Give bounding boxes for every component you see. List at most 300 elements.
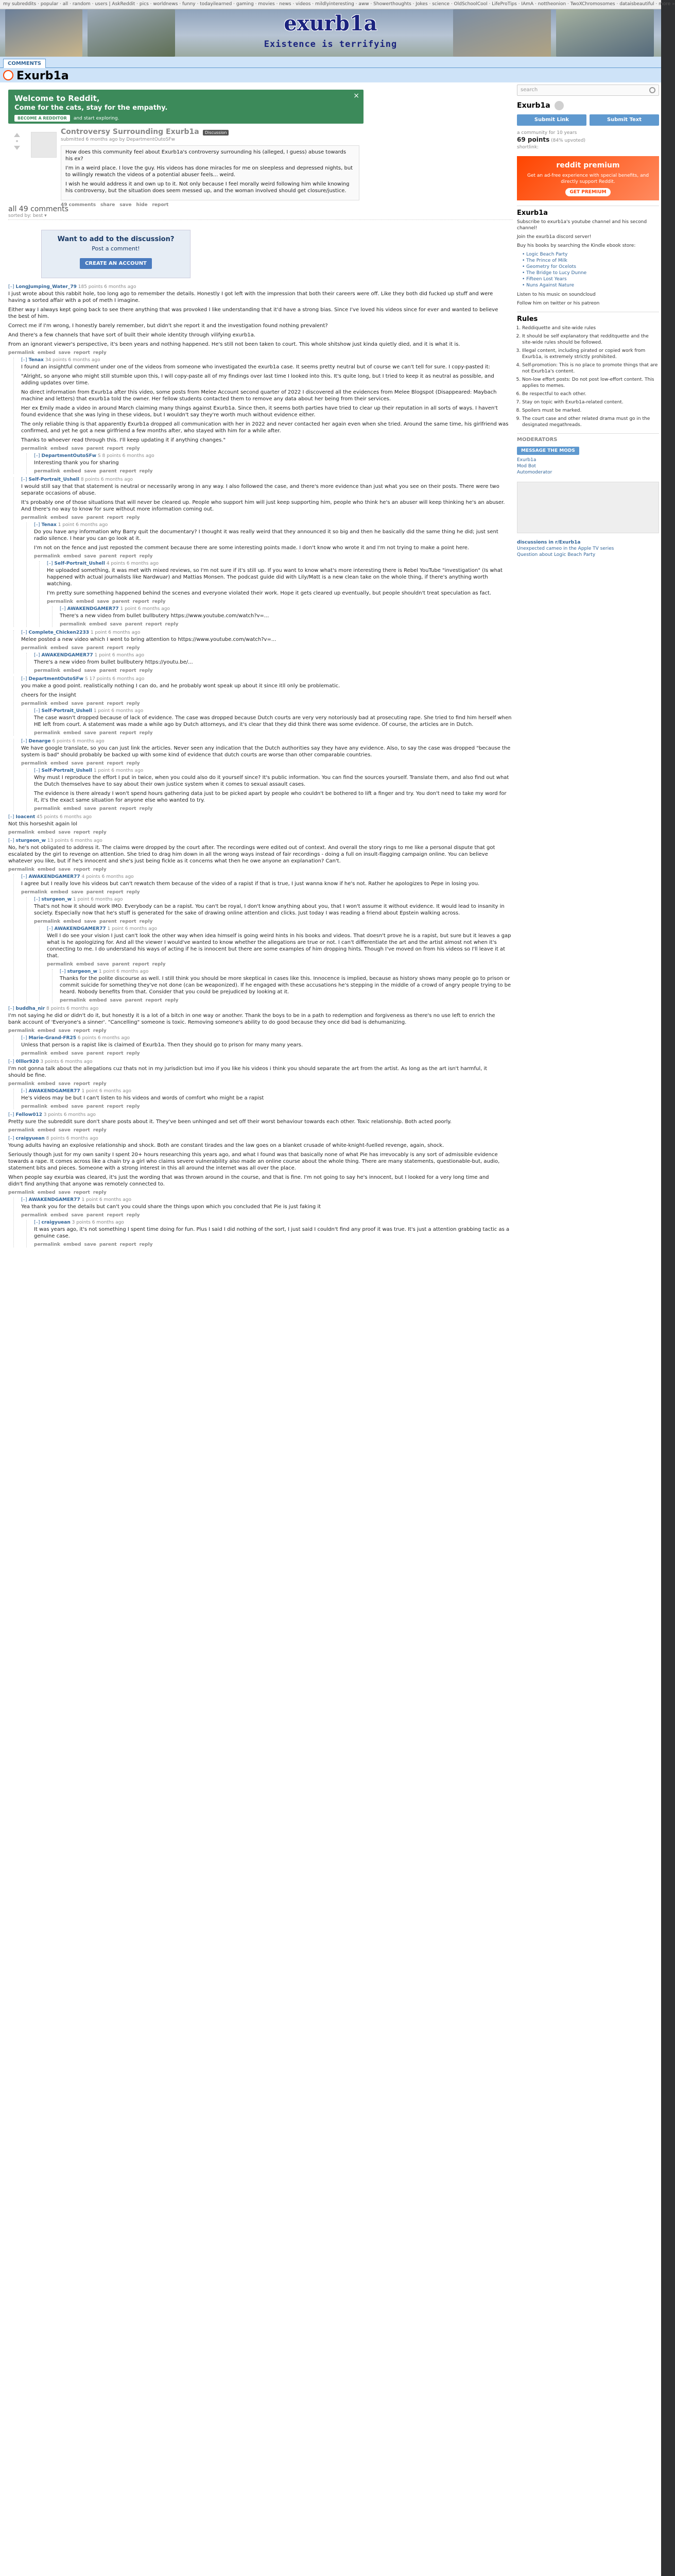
collapse-toggle[interactable]: [–] bbox=[21, 1089, 27, 1094]
comment-embed-link[interactable]: embed bbox=[63, 554, 81, 559]
collapse-toggle[interactable]: [–] bbox=[8, 284, 14, 290]
comment-parent-link[interactable]: parent bbox=[112, 962, 130, 967]
comment-permalink-link[interactable]: permalink bbox=[21, 701, 47, 706]
comment-permalink-link[interactable]: permalink bbox=[8, 830, 34, 835]
comment-author[interactable]: 0lllor920 bbox=[15, 1059, 39, 1064]
collapse-toggle[interactable]: [–] bbox=[34, 1220, 40, 1225]
comment-save-link[interactable]: save bbox=[58, 350, 71, 355]
comment-embed-link[interactable]: embed bbox=[50, 1213, 68, 1218]
subreddit-banner bbox=[0, 9, 661, 57]
comment-report-link[interactable]: report bbox=[107, 646, 124, 651]
post-thumbnail[interactable] bbox=[31, 132, 57, 158]
comment-embed-link[interactable]: embed bbox=[38, 350, 56, 355]
collapse-toggle[interactable]: [–] bbox=[34, 522, 40, 528]
comment-author[interactable]: DepartmentOutoSFw bbox=[41, 453, 97, 459]
collapse-toggle[interactable]: [–] bbox=[8, 1059, 14, 1064]
comment-report-link[interactable]: report bbox=[119, 806, 136, 811]
comment-embed-link[interactable]: embed bbox=[63, 1242, 81, 1247]
comment-embed-link[interactable]: embed bbox=[50, 1104, 68, 1109]
comment-embed-link[interactable]: embed bbox=[76, 962, 94, 967]
comment-report-link[interactable]: report bbox=[132, 962, 149, 967]
sidebar-subreddit-title[interactable]: Exurb1a bbox=[517, 101, 550, 110]
comment-report-link[interactable]: report bbox=[73, 1081, 90, 1087]
comment-permalink-link[interactable]: permalink bbox=[34, 469, 60, 474]
comment-reply-link[interactable]: reply bbox=[152, 599, 166, 604]
comment-permalink-link[interactable]: permalink bbox=[21, 1104, 47, 1109]
comment-reply-link[interactable]: reply bbox=[165, 998, 179, 1003]
comment-embed-link[interactable]: embed bbox=[38, 1028, 56, 1033]
comment-save-link[interactable]: save bbox=[71, 1051, 83, 1056]
comment-permalink-link[interactable]: permalink bbox=[8, 1190, 34, 1195]
collapse-toggle[interactable]: [–] bbox=[60, 606, 66, 612]
comment-embed-link[interactable]: embed bbox=[76, 599, 94, 604]
comment-permalink-link[interactable]: permalink bbox=[21, 1213, 47, 1218]
comment-body bbox=[8, 821, 503, 827]
comment-parent-link[interactable]: parent bbox=[99, 806, 117, 811]
comment-report-link[interactable]: report bbox=[107, 701, 124, 706]
collapse-toggle[interactable]: [–] bbox=[34, 768, 40, 773]
collapse-toggle[interactable]: [–] bbox=[21, 1197, 27, 1202]
comment-embed-link[interactable]: embed bbox=[63, 806, 81, 811]
comment-header bbox=[60, 606, 513, 612]
comment-paragraph: you make a good point. realistically nothing I can do, and he probably wont speak up about it since itll only be problematic. bbox=[21, 683, 340, 689]
comment-reply-link[interactable]: reply bbox=[139, 919, 153, 924]
comment-reply-link[interactable]: reply bbox=[139, 469, 153, 474]
comment-parent-link[interactable]: parent bbox=[99, 469, 117, 474]
comment-author[interactable]: buddha_nir bbox=[15, 1006, 45, 1011]
comment-author[interactable]: LongJumping_Water_79 bbox=[15, 284, 77, 290]
moderator-link[interactable]: Automoderator bbox=[517, 470, 552, 475]
comment-save-link[interactable]: save bbox=[84, 668, 96, 673]
comment-embed-link[interactable]: embed bbox=[63, 919, 81, 924]
book-link[interactable]: • Nuns Against Nature bbox=[522, 283, 575, 288]
sidebar-listen-text[interactable]: Listen to his music on soundcloud bbox=[517, 292, 596, 297]
comment-meta: 13 points 6 months ago bbox=[46, 838, 102, 843]
comment-meta: 1 point 6 months ago bbox=[92, 708, 144, 714]
comment-permalink-link[interactable]: permalink bbox=[34, 919, 60, 924]
comment-embed-link[interactable]: embed bbox=[50, 890, 68, 895]
comment-embed-link[interactable]: embed bbox=[50, 701, 68, 706]
collapse-toggle[interactable]: [–] bbox=[21, 739, 27, 744]
comment-save-link[interactable]: save bbox=[84, 919, 96, 924]
collapse-toggle[interactable]: [–] bbox=[34, 453, 40, 459]
sidebar-about-text[interactable]: Subscribe to exurb1a's youtube channel and his second channel! bbox=[517, 219, 647, 231]
comment-permalink-link[interactable]: permalink bbox=[21, 890, 47, 895]
comment-reply-link[interactable]: reply bbox=[126, 1104, 140, 1109]
comment-author[interactable]: Fellow012 bbox=[15, 1112, 42, 1117]
collapse-toggle[interactable]: [–] bbox=[21, 676, 27, 682]
comment-report-link[interactable]: report bbox=[73, 1028, 90, 1033]
comment-save-link[interactable]: save bbox=[71, 1213, 83, 1218]
comment-reply-link[interactable]: reply bbox=[139, 554, 153, 559]
comment-embed-link[interactable]: embed bbox=[38, 1128, 56, 1133]
comment-author[interactable]: AWAKENDGAMER77 bbox=[28, 874, 80, 879]
comment-reply-link[interactable]: reply bbox=[165, 622, 179, 627]
collapse-toggle[interactable]: [–] bbox=[21, 477, 27, 482]
comment-report-link[interactable]: report bbox=[145, 998, 162, 1003]
comment-save-link[interactable]: save bbox=[71, 890, 83, 895]
comment-replies bbox=[13, 1036, 513, 1056]
comment bbox=[13, 739, 513, 811]
comment-report-link[interactable]: report bbox=[73, 1190, 90, 1195]
comment-permalink-link[interactable]: permalink bbox=[8, 1028, 34, 1033]
comment-report-link[interactable]: report bbox=[119, 668, 136, 673]
main-column bbox=[0, 82, 515, 2576]
comment-reply-link[interactable]: reply bbox=[93, 350, 107, 355]
post-comments-link[interactable]: 49 comments bbox=[61, 202, 96, 208]
comment-buttons bbox=[21, 446, 513, 451]
sidebar-discussions bbox=[517, 539, 659, 558]
post-tagline: submitted 6 months ago by DepartmentOutoSFw bbox=[61, 137, 175, 142]
submit-link-button[interactable]: Submit Link bbox=[517, 114, 586, 126]
top-navigation-bar[interactable] bbox=[0, 0, 675, 9]
submit-text-button[interactable]: Submit Text bbox=[590, 114, 659, 126]
comment-save-link[interactable]: save bbox=[58, 1190, 71, 1195]
book-link[interactable]: • Fifteen Lost Years bbox=[522, 277, 567, 282]
comment-author[interactable]: AWAKENDGAMER77 bbox=[67, 606, 119, 612]
comment-report-link[interactable]: report bbox=[119, 731, 136, 736]
collapse-toggle[interactable]: [–] bbox=[21, 1036, 27, 1041]
comment-author[interactable]: Self-Portrait_Ushell bbox=[41, 768, 92, 773]
comment-author[interactable]: Self-Portrait_Ushell bbox=[28, 477, 79, 482]
comment-report-link[interactable]: report bbox=[107, 1051, 124, 1056]
collapse-toggle[interactable]: [–] bbox=[8, 1136, 14, 1141]
comment-author[interactable]: Denarge bbox=[28, 739, 51, 744]
comment-embed-link[interactable]: embed bbox=[38, 867, 56, 872]
comment-permalink-link[interactable]: permalink bbox=[8, 350, 34, 355]
comment-author[interactable]: AWAKENDGAMER77 bbox=[41, 653, 93, 658]
collapse-toggle[interactable]: [–] bbox=[34, 708, 40, 714]
comment-report-link[interactable]: report bbox=[119, 554, 136, 559]
post-share-link[interactable]: share bbox=[100, 202, 115, 208]
comment-author[interactable]: craigyuean bbox=[41, 1220, 71, 1225]
comment-permalink-link[interactable]: permalink bbox=[60, 622, 86, 627]
comment-save-link[interactable]: save bbox=[58, 867, 71, 872]
comment-embed-link[interactable]: embed bbox=[38, 1190, 56, 1195]
comment-save-link[interactable]: save bbox=[84, 731, 96, 736]
comment-permalink-link[interactable]: permalink bbox=[47, 599, 73, 604]
comment-embed-link[interactable]: embed bbox=[38, 1081, 56, 1087]
moderators-title: MODERATORS bbox=[517, 437, 558, 443]
comment-parent-link[interactable]: parent bbox=[99, 919, 117, 924]
become-redditor-button[interactable]: BECOME A REDDITOR bbox=[14, 115, 70, 122]
comment-parent-link[interactable]: parent bbox=[86, 646, 104, 651]
comment-permalink-link[interactable]: permalink bbox=[8, 1128, 34, 1133]
subreddit-title[interactable]: Exurb1a bbox=[16, 70, 69, 82]
collapse-toggle[interactable]: [–] bbox=[47, 561, 53, 566]
comment-save-link[interactable]: save bbox=[71, 515, 83, 520]
comment-sort-dropdown[interactable]: sorted by: best ▾ bbox=[8, 213, 47, 218]
comment bbox=[26, 453, 513, 474]
comment-body bbox=[34, 774, 513, 804]
collapse-toggle[interactable]: [–] bbox=[34, 653, 40, 658]
comment-author[interactable]: Marie-Grand-FR25 bbox=[28, 1036, 77, 1041]
comment-buttons bbox=[21, 761, 513, 766]
comment-reply-link[interactable]: reply bbox=[126, 646, 140, 651]
comment-save-link[interactable]: save bbox=[97, 599, 109, 604]
search-input[interactable] bbox=[517, 84, 659, 96]
comment-author[interactable]: sturgeon_w bbox=[15, 838, 46, 843]
comment-parent-link[interactable]: parent bbox=[125, 622, 143, 627]
collapse-toggle[interactable]: [–] bbox=[21, 874, 27, 879]
comment-reply-link[interactable]: reply bbox=[126, 1213, 140, 1218]
comment-embed-link[interactable]: embed bbox=[89, 998, 107, 1003]
comment-save-link[interactable]: save bbox=[58, 1028, 71, 1033]
book-link[interactable]: • Logic Beach Party bbox=[522, 252, 568, 257]
comment-save-link[interactable]: save bbox=[84, 554, 96, 559]
comment-parent-link[interactable]: parent bbox=[125, 998, 143, 1003]
comment-embed-link[interactable]: embed bbox=[50, 1051, 68, 1056]
comment-reply-link[interactable]: reply bbox=[93, 867, 107, 872]
get-premium-button[interactable]: GET PREMIUM bbox=[565, 188, 610, 196]
comment-author[interactable]: AWAKENDGAMER77 bbox=[28, 1089, 80, 1094]
sidebar-moderators bbox=[517, 433, 659, 476]
comment-reply-link[interactable]: reply bbox=[126, 890, 140, 895]
comment-parent-link[interactable]: parent bbox=[99, 1242, 117, 1247]
sidebar-discord-text[interactable]: Join the exurb1a discord server! bbox=[517, 234, 592, 240]
comment-reply-link[interactable]: reply bbox=[139, 731, 153, 736]
comment-save-link[interactable]: save bbox=[58, 1081, 71, 1087]
comment-header bbox=[21, 1089, 513, 1094]
comment-author[interactable]: sturgeon_w bbox=[41, 897, 72, 902]
book-link[interactable]: • The Bridge to Lucy Dunne bbox=[522, 270, 587, 276]
comment-body bbox=[34, 1226, 513, 1240]
comment-embed-link[interactable]: embed bbox=[63, 731, 81, 736]
comment-author[interactable]: Self-Portrait_Ushell bbox=[41, 708, 92, 714]
comment-save-link[interactable]: save bbox=[84, 1242, 96, 1247]
comment-save-link[interactable]: save bbox=[71, 646, 83, 651]
comment-report-link[interactable]: report bbox=[73, 867, 90, 872]
collapse-toggle[interactable]: [–] bbox=[8, 838, 14, 843]
comment-permalink-link[interactable]: permalink bbox=[21, 1051, 47, 1056]
comment-permalink-link[interactable]: permalink bbox=[34, 554, 60, 559]
comment-save-link[interactable]: save bbox=[58, 1128, 71, 1133]
post-report-link[interactable]: report bbox=[152, 202, 169, 208]
comment-meta: 34 points 6 months ago bbox=[43, 358, 100, 363]
search-icon[interactable] bbox=[649, 87, 655, 93]
comment-author[interactable]: DepartmentOutoSFw bbox=[28, 676, 84, 682]
comment-parent-link[interactable]: parent bbox=[112, 599, 130, 604]
comment-report-link[interactable]: report bbox=[132, 599, 149, 604]
comment-reply-link[interactable]: reply bbox=[126, 446, 140, 451]
sidebar-ad[interactable] bbox=[517, 482, 659, 533]
comment-embed-link[interactable]: embed bbox=[63, 469, 81, 474]
comment-parent-link[interactable]: parent bbox=[99, 668, 117, 673]
comment-paragraph: The case wasn't dropped because of lack of evidence. The case was dropped because Dutch courts are very very notoriously bad at prosecuting rape. She tried to find him herself when HE left from court. A statement was made a while ago by Dutch attorneys, and it's clear that they did think there was some evidence. Of course, the articles are in Dutch. bbox=[34, 715, 512, 727]
book-link[interactable]: • Geometry for Ocelots bbox=[522, 264, 576, 269]
comment-parent-link[interactable]: parent bbox=[86, 890, 104, 895]
comment-reply-link[interactable]: reply bbox=[152, 962, 166, 967]
top-navigation-text[interactable]: my subreddits · popular · all · random · users | AskReddit · pics · worldnews · funny · todayilearned · gaming · movies · news · videos · mildlyinteresting · aww · Showerthoughts · Jokes · science · OldSchoolCool · LifeProTips · IAmA · nottheonion · TwoXChromosomes · dataisbeautiful · more » bbox=[3, 2, 675, 7]
comment-report-link[interactable]: report bbox=[107, 761, 124, 766]
comment-embed-link[interactable]: embed bbox=[50, 446, 68, 451]
comment-report-link[interactable]: report bbox=[73, 350, 90, 355]
comment-save-link[interactable]: save bbox=[84, 469, 96, 474]
comment-reply-link[interactable]: reply bbox=[93, 1128, 107, 1133]
comment bbox=[26, 653, 513, 673]
comment-report-link[interactable]: report bbox=[107, 1104, 124, 1109]
comment-report-link[interactable]: report bbox=[119, 469, 136, 474]
comment-embed-link[interactable]: embed bbox=[50, 515, 68, 520]
collapse-toggle[interactable]: [–] bbox=[8, 1112, 14, 1117]
comment-buttons bbox=[34, 668, 513, 673]
comment-author[interactable]: AWAKENDGAMER77 bbox=[28, 1197, 80, 1202]
comment-embed-link[interactable]: embed bbox=[38, 830, 56, 835]
comment-meta: 3 points 6 months ago bbox=[42, 1112, 96, 1117]
comment-embed-link[interactable]: embed bbox=[50, 761, 68, 766]
comment-parent-link[interactable]: parent bbox=[86, 701, 104, 706]
comment-save-link[interactable]: save bbox=[110, 622, 122, 627]
comment-header bbox=[8, 1136, 513, 1141]
sidebar-subreddit-name[interactable] bbox=[517, 101, 659, 110]
sidebar-books-title: Buy his books by searching the Kindle ebook store: bbox=[517, 243, 636, 248]
comment-replies bbox=[26, 453, 513, 474]
comment-embed-link[interactable]: embed bbox=[63, 668, 81, 673]
comment-permalink-link[interactable]: permalink bbox=[8, 867, 34, 872]
comment-author[interactable]: Tenax bbox=[41, 522, 57, 528]
close-icon[interactable]: × bbox=[353, 92, 359, 100]
comment-parent-link[interactable]: parent bbox=[99, 731, 117, 736]
rule-item: 4. Self-promotion: This is no place to promote things that are not Exurb1a's content. bbox=[522, 362, 659, 375]
comment-parent-link[interactable]: parent bbox=[86, 446, 104, 451]
comment-save-link[interactable]: save bbox=[71, 761, 83, 766]
collapse-toggle[interactable]: [–] bbox=[60, 969, 66, 974]
comment-parent-link[interactable]: parent bbox=[86, 1104, 104, 1109]
comment-parent-link[interactable]: parent bbox=[86, 1213, 104, 1218]
comment-save-link[interactable]: save bbox=[110, 998, 122, 1003]
comment-report-link[interactable]: report bbox=[107, 446, 124, 451]
comment-meta: 1 point 6 months ago bbox=[93, 653, 144, 658]
discussion-link[interactable]: Question about Logic Beach Party bbox=[517, 552, 596, 557]
comment-save-link[interactable]: save bbox=[84, 806, 96, 811]
comment-header bbox=[21, 1036, 513, 1041]
comment-embed-link[interactable]: embed bbox=[89, 622, 107, 627]
comment-parent-link[interactable]: parent bbox=[86, 515, 104, 520]
comment-report-link[interactable]: report bbox=[107, 1213, 124, 1218]
comment-permalink-link[interactable]: permalink bbox=[34, 731, 60, 736]
comment-author[interactable]: Ioacent bbox=[15, 815, 36, 820]
comment-author[interactable]: Self-Portrait_Ushell bbox=[54, 561, 105, 566]
comment-header bbox=[34, 897, 513, 902]
comment-body bbox=[8, 844, 503, 865]
comment-reply-link[interactable]: reply bbox=[139, 1242, 153, 1247]
rule-item: 8. Spoilers must be marked. bbox=[522, 408, 659, 414]
comment-reply-link[interactable]: reply bbox=[126, 701, 140, 706]
comment-report-link[interactable]: report bbox=[107, 515, 124, 520]
comment-report-link[interactable]: report bbox=[145, 622, 162, 627]
comment-buttons bbox=[21, 701, 513, 706]
message-mods-button[interactable]: MESSAGE THE MODS bbox=[517, 447, 579, 455]
comment-permalink-link[interactable]: permalink bbox=[21, 515, 47, 520]
sidebar-rules bbox=[517, 312, 659, 428]
collapse-toggle[interactable]: [–] bbox=[8, 815, 14, 820]
comment-parent-link[interactable]: parent bbox=[86, 1051, 104, 1056]
comment-permalink-link[interactable]: permalink bbox=[34, 1242, 60, 1247]
comment-parent-link[interactable]: parent bbox=[99, 554, 117, 559]
comment-permalink-link[interactable]: permalink bbox=[47, 962, 73, 967]
moderator-link[interactable]: Exurb1a bbox=[517, 457, 536, 463]
collapse-toggle[interactable]: [–] bbox=[47, 926, 53, 931]
post-save-link[interactable]: save bbox=[119, 202, 132, 208]
comment-parent-link[interactable]: parent bbox=[86, 761, 104, 766]
comment-report-link[interactable]: report bbox=[73, 830, 90, 835]
comment-paragraph: The only reliable thing is that apparently Exurb1a dropped all communication with her in 2022 and never contacted her again even when she tried. Around the same time, his girlfriend was confirmed, and yet he got a new girlfriend a few months after, who stayed with him for a while after. bbox=[21, 421, 509, 434]
create-account-button[interactable]: CREATE AN ACCOUNT bbox=[80, 258, 152, 269]
collapse-toggle[interactable]: [–] bbox=[34, 897, 40, 902]
welcome-button-suffix: and start exploring. bbox=[73, 116, 119, 121]
comment-report-link[interactable]: report bbox=[107, 890, 124, 895]
comment-save-link[interactable]: save bbox=[97, 962, 109, 967]
comment-reply-link[interactable]: reply bbox=[139, 806, 153, 811]
discussion-link[interactable]: Unexpected cameo in the Apple TV series bbox=[517, 546, 614, 551]
comment-permalink-link[interactable]: permalink bbox=[60, 998, 86, 1003]
comment-reply-link[interactable]: reply bbox=[126, 515, 140, 520]
sidebar-follow-text[interactable]: Follow him on twitter or his patreon bbox=[517, 301, 600, 306]
comment-reply-link[interactable]: reply bbox=[126, 761, 140, 766]
comment-meta: 1 point 6 months ago bbox=[80, 1197, 131, 1202]
cta-title: Want to add to the discussion? bbox=[57, 235, 175, 243]
comment-meta: 1 point 6 months ago bbox=[97, 969, 149, 974]
comment-paragraph: No direct information from Exurb1a after this video, some posts from Melee Account second quarter of 2022 I discovered all the evidences from Melee Blogspot (Disappeared: Maybach machine and letters) that exurb1a told the owner. Her fellow students contacted them to remove any data about her being from their services. bbox=[21, 389, 497, 402]
comment-author[interactable]: AWAKENDGAMER77 bbox=[54, 926, 106, 931]
comment-author[interactable]: Complete_Chicken2233 bbox=[28, 630, 89, 635]
comment-reply-link[interactable]: reply bbox=[139, 668, 153, 673]
downvote-arrow-icon[interactable] bbox=[14, 146, 20, 150]
collapse-toggle[interactable]: [–] bbox=[21, 630, 27, 635]
comment-permalink-link[interactable]: permalink bbox=[34, 806, 60, 811]
comment-permalink-link[interactable]: permalink bbox=[34, 668, 60, 673]
comment-reply-link[interactable]: reply bbox=[93, 1190, 107, 1195]
comment bbox=[13, 630, 513, 673]
collapse-toggle[interactable]: [–] bbox=[8, 1006, 14, 1011]
comment-report-link[interactable]: report bbox=[73, 1128, 90, 1133]
comment-save-link[interactable]: save bbox=[71, 1104, 83, 1109]
comment-reply-link[interactable]: reply bbox=[93, 1028, 107, 1033]
comment bbox=[26, 522, 513, 627]
comment-permalink-link[interactable]: permalink bbox=[21, 646, 47, 651]
comment-author[interactable]: Tenax bbox=[28, 358, 44, 363]
moderator-link[interactable]: Mod Bot bbox=[517, 464, 536, 469]
comment-author[interactable]: sturgeon_w bbox=[67, 969, 97, 974]
comment-permalink-link[interactable]: permalink bbox=[21, 446, 47, 451]
sidebar-about-title: Exurb1a bbox=[517, 209, 548, 217]
comment-reply-link[interactable]: reply bbox=[93, 1081, 107, 1087]
comment-report-link[interactable]: report bbox=[119, 919, 136, 924]
post-vote-box bbox=[8, 133, 26, 150]
comment-replies bbox=[13, 874, 513, 1003]
comment-reply-link[interactable]: reply bbox=[126, 1051, 140, 1056]
comment-permalink-link[interactable]: permalink bbox=[8, 1081, 34, 1087]
comment-report-link[interactable]: report bbox=[119, 1242, 136, 1247]
tab-comments[interactable]: COMMENTS bbox=[3, 59, 46, 68]
comment bbox=[13, 1197, 513, 1247]
comment-body bbox=[60, 613, 513, 619]
post-title[interactable]: Controversy Surrounding Exurb1a bbox=[61, 128, 199, 136]
comment-author[interactable]: craigyuean bbox=[15, 1136, 45, 1141]
subreddit-icon[interactable] bbox=[3, 70, 13, 80]
comment-save-link[interactable]: save bbox=[71, 446, 83, 451]
comment-paragraph: I'm not on the fence and just reposted the comment because there are some interesting points made. I don't know who wrote it and I'm not trying to make a point here. bbox=[34, 545, 470, 551]
collapse-toggle[interactable]: [–] bbox=[21, 358, 27, 363]
comment-save-link[interactable]: save bbox=[71, 701, 83, 706]
post-hide-link[interactable]: hide bbox=[136, 202, 148, 208]
comment-save-link[interactable]: save bbox=[58, 830, 71, 835]
upvote-arrow-icon[interactable] bbox=[14, 133, 20, 137]
comment-permalink-link[interactable]: permalink bbox=[21, 761, 47, 766]
book-link[interactable]: • The Prince of Milk bbox=[522, 258, 567, 263]
comment-reply-link[interactable]: reply bbox=[93, 830, 107, 835]
comment-embed-link[interactable]: embed bbox=[50, 646, 68, 651]
